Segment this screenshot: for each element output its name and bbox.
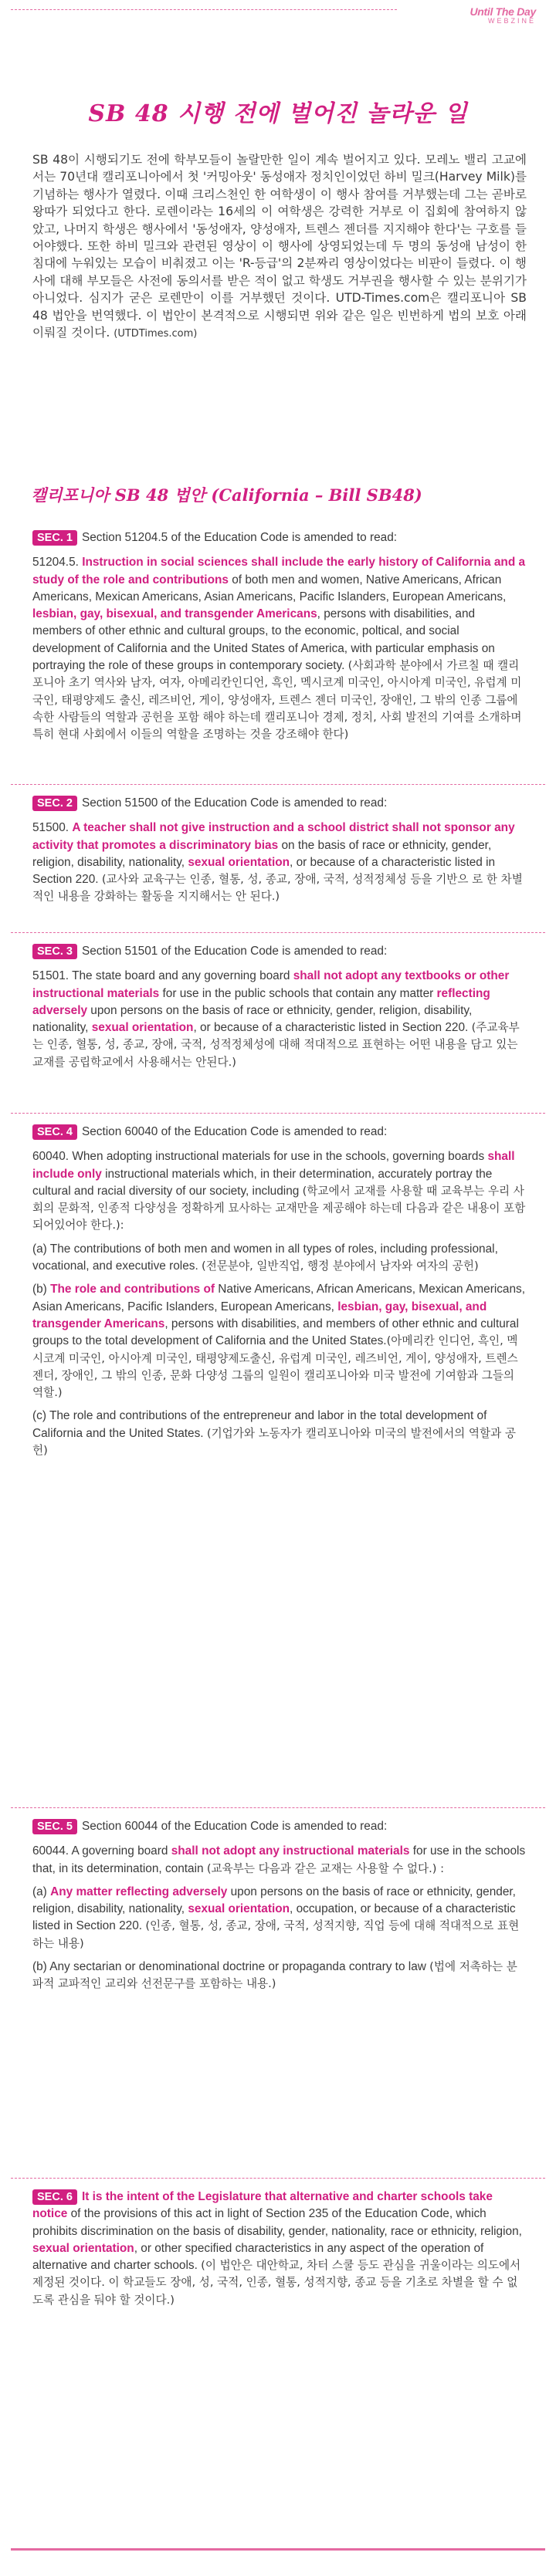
section-heading: Section 51500 of the Education Code is amended to read: [81, 796, 388, 810]
section-heading: Section 51204.5 of the Education Code is amended to read: [81, 531, 398, 544]
section-badge: SEC. 6 [32, 2189, 77, 2205]
law-text: , or other specified characteristics in any aspect of the operation of alternative and charter schools. [32, 2241, 484, 2273]
section-heading: Section 51501 of the Education Code is amended to read: [81, 945, 388, 958]
law-text: upon persons on the basis of race or ethnicity, gender, religion, disability, nationality, [32, 1003, 473, 1035]
highlighted-text: lesbian, gay, bisexual, and transgender Americans [32, 1300, 487, 1330]
section-badge: SEC. 1 [32, 530, 77, 546]
intro-article [32, 151, 527, 343]
section-badge: SEC. 5 [32, 1819, 77, 1834]
korean-translation: (학교에서 교재를 사용할 때 교육부는 우리 사회의 문화적, 인종적 다양성을 정확하게 묘사하는 교재만을 제공해야 하는데 다음과 같은 내용이 포함되어있어야 한다.): [32, 1184, 526, 1232]
law-text: for use in the schools that, in its determination, contain [32, 1844, 526, 1875]
law-text: , occupation, or because of a characteristic listed in Section 220. [32, 1902, 516, 1933]
law-text: , or because of a characteristic listed in Section 220. [193, 1021, 472, 1035]
law-text: of the provisions of this act in light of Section 235 of the Education Code, which prohibits discrimination on the basis of disability, gender, nationality, race or ethnicity, religion, [32, 2207, 522, 2238]
law-text: , persons with disabilities, and members of other ethnic and cultural groups, to the economic, poltical, and social development of California and the United States of America, with particular emphasis on portraying the role of these groups in contemporary society. [32, 607, 495, 673]
section-divider [11, 784, 545, 785]
section-paragraph [32, 1884, 527, 1952]
law-text: upon persons on the basis of race or ethnicity, gender, religion, disability, nationality, [32, 1885, 516, 1916]
highlighted-text: sexual orientation [188, 1902, 290, 1916]
law-text: (a) [32, 1885, 51, 1898]
korean-translation: (이 법안은 대안학교, 차터 스쿨 등도 관심을 귀울이라는 의도에서 제정된 것이다. 이 학교들도 장애, 성, 국적, 인종, 혈통, 성적지향, 종교 등을 기초로 차별을 할 수 없도록 관심을 둬야 할 것이다.) [32, 2259, 521, 2307]
section-paragraph [32, 1281, 527, 1401]
law-text: (c) The role and contributions of the entrepreneur and labor in the total development of California and the United States. [32, 1409, 487, 1440]
section-5 [32, 1818, 527, 2000]
highlighted-text: shall not adopt any textbooks or other instructional materials [32, 969, 510, 1000]
section-divider [11, 1807, 545, 1808]
section-header [32, 795, 527, 812]
korean-translation: (사회과학 분야에서 가르칠 때 캘리포니아 초기 역사와 남자, 여자, 아메리칸인디언, 흑인, 멕시코계 미국인, 아시아계 미국인, 유럽계 미국인, 태평양제도 출신, 레즈비언, 게이, 양성애자, 트렌스 젠더 미국인, 장애인, 그 밖의 인종 그룹에 속한 사람들의 역할과 공헌을 포함 해야 하는데 캘리포니아 경제, 정치, 사회 발전의 기여를 소개하며 특히 현대 사회에서 이들의 역할을 조명하는 것을 강조해야 한다) [32, 659, 522, 742]
section-1 [32, 529, 527, 750]
section-divider [11, 2178, 545, 2179]
law-text: 60040. When adopting instructional materials for use in the schools, governing boards [32, 1150, 488, 1164]
highlighted-text: A teacher shall not give instruction and a school district shall not sponsor any activity that promotes a discriminatory bias [32, 821, 515, 852]
section-header [32, 1818, 527, 1835]
korean-translation: (교사와 교육구는 인종, 혈통, 성, 종교, 장애, 국적, 성적정체성 등을 기반으 로 한 차별적인 내용을 강화하는 활동을 지지해서는 안 된다.) [32, 873, 523, 904]
law-text: (b) [32, 1283, 51, 1296]
section-3 [32, 943, 527, 1077]
section-heading: Section 60044 of the Education Code is amended to read: [81, 1820, 388, 1833]
section-2 [32, 795, 527, 912]
section-divider [11, 1113, 545, 1114]
highlighted-text: reflecting adversely [32, 986, 490, 1017]
law-text: Native Americans, African Americans, Mexican Americans, Asian Americans, Pacific Islanders, European Americans, [32, 1283, 526, 1313]
law-text: (a) The contributions of both men and women in all types of roles, including professional, vocational, and executive roles. [32, 1242, 498, 1273]
logo-line2: WEBZINE [487, 17, 536, 25]
korean-translation: (교육부는 다음과 같은 교재는 사용할 수 없다.) : [206, 1861, 445, 1875]
section-header [32, 529, 527, 546]
section-header [32, 943, 527, 960]
section-paragraph [32, 1843, 527, 1878]
section-paragraph [32, 1241, 527, 1276]
law-text: , or because of a characteristic listed in Section 220. [32, 855, 496, 887]
korean-translation: (법에 저촉하는 분파적 교파적인 교리와 선전문구를 포함하는 내용.) [32, 1960, 517, 1991]
law-text: , persons with disabilities, and members of other ethnic and cultural groups to the total development of California and the United States. [32, 1317, 519, 1348]
highlighted-text: Instruction in social sciences shall include the early history of California and a study of the role and contributions [32, 556, 526, 587]
section-badge: SEC. 4 [32, 1124, 77, 1140]
korean-translation: (주교육부는 인종, 혈통, 성, 종교, 장애, 국적, 성적정체성에 대해 적대적으로 표현하는 어떤 내용을 담고 있는 교재를 공립학교에서 사용해서는 안된다.) [32, 1021, 520, 1069]
highlighted-text: sexual orientation [91, 1021, 194, 1035]
section-paragraph [32, 820, 527, 905]
korean-translation: (기업가와 노동자가 캘리포니아와 미국의 발전에서의 역할과 공헌) [32, 1426, 516, 1458]
intro-source: (UTDTimes.com) [114, 328, 198, 340]
bottom-rule [11, 2548, 545, 2551]
law-text: 51204.5. [32, 556, 83, 570]
section-header [32, 2189, 527, 2309]
highlighted-text: lesbian, gay, bisexual, and transgender Americans [32, 607, 317, 621]
section-paragraph [32, 968, 527, 1071]
law-text: 60044. A governing board [32, 1844, 171, 1858]
korean-translation: (인종, 혈통, 성, 종교, 장애, 국적, 성적지향, 직업 등에 대해 적대적으로 표현하는 내용) [32, 1919, 520, 1950]
webzine-logo [470, 6, 536, 25]
law-section-title: 캘리포니아 SB 48 법안 (California – Bill SB48) [31, 485, 422, 505]
top-dashed-line [11, 9, 397, 10]
highlighted-text: It is the intent of the Legislature that alternative and charter schools take notice [32, 2190, 493, 2221]
section-paragraph [32, 1408, 527, 1459]
intro-body: SB 48이 시행되기도 전에 학부모들이 놀랄만한 일이 계속 벌어지고 있다. 모레노 밸리 고교에서는 70년대 캘리포니아에서 첫 '커밍아웃' 동성애자 정치인이었던 하비 밀크(Harvey Milk)를 기념하는 행사가 열렸다. 이때 크리스천인 한 여학생이 이 행사 참여를 거부했는데 그는 곧바로 왕따가 되었다고 한다. 로렌이라는 16세의 이 여학생은 강력한 거부로 이 집회에 참여하지 않았고, 나머지 학생은 행사에서 '동성애자, 양성애자, 트렌스 젠더를 지지해야 한다'는 구호를 들어야했다. 또한 하비 밀크와 관련된 영상이 이 행사에 상영되었는데 두 명의 동성애 남성이 한 침대에 누워있는 모습이 비춰졌고 이는 'R-등급'의 2분짜리 영상이었다는 비판이 들렸다. 이 행사에 대해 부모들은 사전에 동의서를 받은 적이 없고 학생도 거부권을 행사할 수 있는 분위기가 아니었다. 심지가 굳은 로렌만이 이를 거부했던 것이다. UTD-Times.com은 캘리포니아 SB 48 법안을 번역했다. 이 법안이 본격적으로 시행되면 위와 같은 일은 빈번하게 법의 보호 아래 이뤄질 것이다. [32, 153, 527, 340]
section-paragraph [32, 1148, 527, 1234]
section-paragraph [32, 1959, 527, 1993]
highlighted-text: shall include only [32, 1150, 515, 1181]
highlighted-text: The role and contributions of [50, 1283, 215, 1296]
section-badge: SEC. 2 [32, 796, 77, 811]
section-header [32, 1124, 527, 1141]
highlighted-text: shall not adopt any instructional materials [171, 1844, 410, 1858]
law-text: (b) Any sectarian or denominational doctrine or propaganda contrary to law [32, 1960, 430, 1974]
law-text: for use in the public schools that contain any matter [159, 986, 437, 1000]
logo-line1: Until The Day [470, 5, 536, 18]
section-paragraph [32, 554, 527, 743]
law-text: on the basis of race or ethnicity, gender, religion, disability, nationality, [32, 838, 492, 869]
section-heading: Section 60040 of the Education Code is amended to read: [81, 1125, 388, 1138]
section-6 [32, 2189, 527, 2317]
section-badge: SEC. 3 [32, 944, 77, 959]
page-title: SB 48 시행 전에 벌어진 놀라운 일 [88, 100, 468, 127]
law-text: 51501. The state board and any governing board [32, 969, 293, 983]
highlighted-text: sexual orientation [188, 855, 290, 869]
law-text: 51500. [32, 821, 73, 835]
korean-translation: (전문분야, 일반직업, 행정 분야에서 남자와 여자의 공헌) [202, 1259, 479, 1273]
highlighted-text: sexual orientation [32, 2241, 134, 2255]
law-text: instructional materials which, in their determination, accurately portray the cultural and racial diversity of our society, including [32, 1167, 493, 1198]
section-divider [11, 932, 545, 933]
section-4 [32, 1124, 527, 1465]
korean-translation: (아메리칸 인디언, 흑인, 멕시코계 미국인, 아시아계 미국인, 태평양제도출신, 유럽계 미국인, 레즈비언, 게이, 양성애자, 트렌스젠더, 장애인, 그 밖의 인종, 문화 다양성 그룹의 일원이 캘리포니아와 미국 발전에 기여함과 그들의 역할.) [32, 1334, 518, 1400]
highlighted-text: Any matter reflecting adversely [50, 1885, 228, 1898]
law-text: of both men and women, Native Americans, African Americans, Mexican Americans, Asian Americans, Pacific Islanders, European Americans, [32, 573, 507, 603]
